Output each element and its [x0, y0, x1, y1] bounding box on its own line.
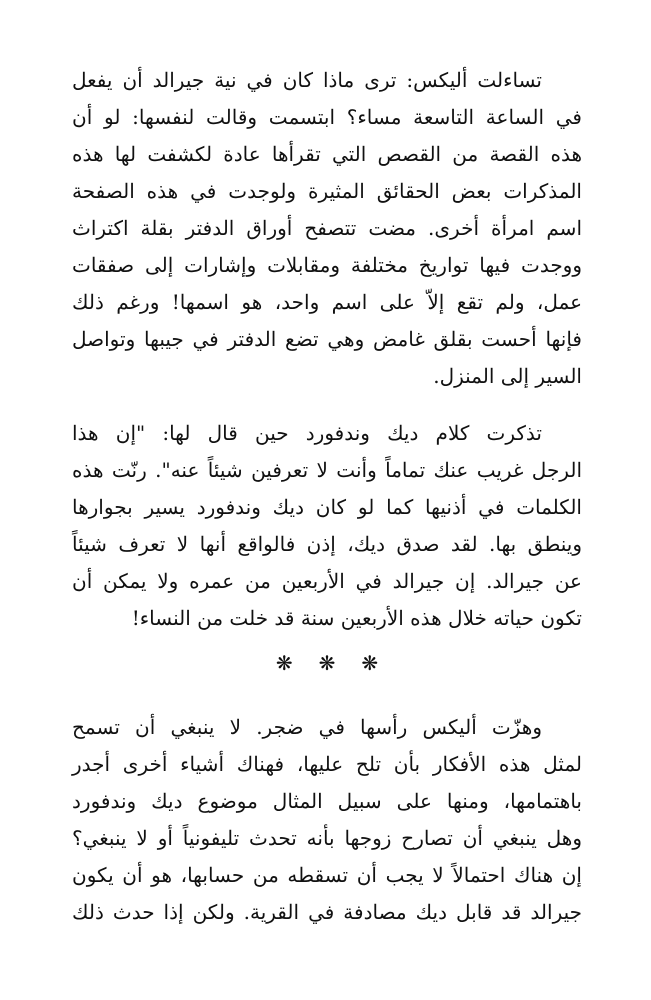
text-line: المذكرات بعض الحقائق المثيرة ولوجدت في هذه الصفحة — [72, 179, 582, 203]
text-line: ووجدت فيها تواريخ مختلفة ومقابلات وإشارات إلى صفقات — [72, 253, 582, 277]
asterism-icon: ❋ — [275, 651, 293, 675]
section-separator — [72, 643, 582, 683]
text-line: هذه القصة من القصص التي تقرأها عادة لكشفت لها هذه — [72, 142, 582, 166]
text-line: لمثل هذه الأفكار بأن تلح عليها، فهناك أشياء أخرى أجدر — [72, 752, 582, 776]
text-line: تذكرت كلام ديك وندفورد حين قال لها: "إن هذا — [72, 421, 542, 445]
text-line: إن هناك احتمالاً لا يجب أن تسقطه من حسابها، هو أن يكون — [72, 863, 582, 887]
text-line: الرجل غريب عنك تماماً وأنت لا تعرفين شيئاً عنه". رنّت هذه — [72, 458, 582, 482]
asterism-icon: ❋ — [361, 651, 379, 675]
text-line: في الساعة التاسعة مساء؟ ابتسمت وقالت لنفسها: لو أن — [72, 105, 582, 129]
text-line: عمل، ولم تقع إلاّ على اسم واحد، هو اسمها! ورغم ذلك — [72, 290, 582, 314]
text-line: وهل ينبغي أن تصارح زوجها بأنه تحدث تليفونياً أو لا ينبغي؟ — [72, 826, 582, 850]
text-line: تساءلت أليكس: ترى ماذا كان في نية جيرالد أن يفعل — [72, 68, 542, 92]
paragraph — [72, 62, 582, 395]
text-line: اسم امرأة أخرى. مضت تتصفح أوراق الدفتر بقلة اكتراث — [72, 216, 582, 240]
text-line: وينطق بها. لقد صدق ديك، إذن فالواقع أنها لا تعرف شيئاً — [72, 532, 582, 556]
text-line: جيرالد قد قابل ديك مصادفة في القرية. ولكن إذا حدث ذلك — [72, 900, 582, 924]
book-page — [72, 62, 582, 931]
paragraph-gap — [72, 395, 582, 415]
asterism-icon: ❋ — [318, 651, 336, 675]
text-line: عن جيرالد. إن جيرالد في الأربعين من عمره ولا يمكن أن — [72, 569, 582, 593]
text-line: باهتمامها، ومنها على سبيل المثال موضوع ديك وندفورد — [72, 789, 582, 813]
text-line: وهزّت أليكس رأسها في ضجر. لا ينبغي أن تسمح — [72, 715, 542, 739]
text-line: السير إلى المنزل. — [433, 364, 582, 388]
paragraph — [72, 415, 582, 637]
text-line: الكلمات في أذنيها كما لو كان ديك وندفورد يسير بجوارها — [72, 495, 582, 519]
text-line: تكون حياته خلال هذه الأربعين سنة قد خلت من النساء! — [131, 606, 582, 630]
paragraph — [72, 709, 582, 931]
text-line: فإنها أحست بقلق غامض وهي تضع الدفتر في جيبها وتواصل — [72, 327, 582, 351]
